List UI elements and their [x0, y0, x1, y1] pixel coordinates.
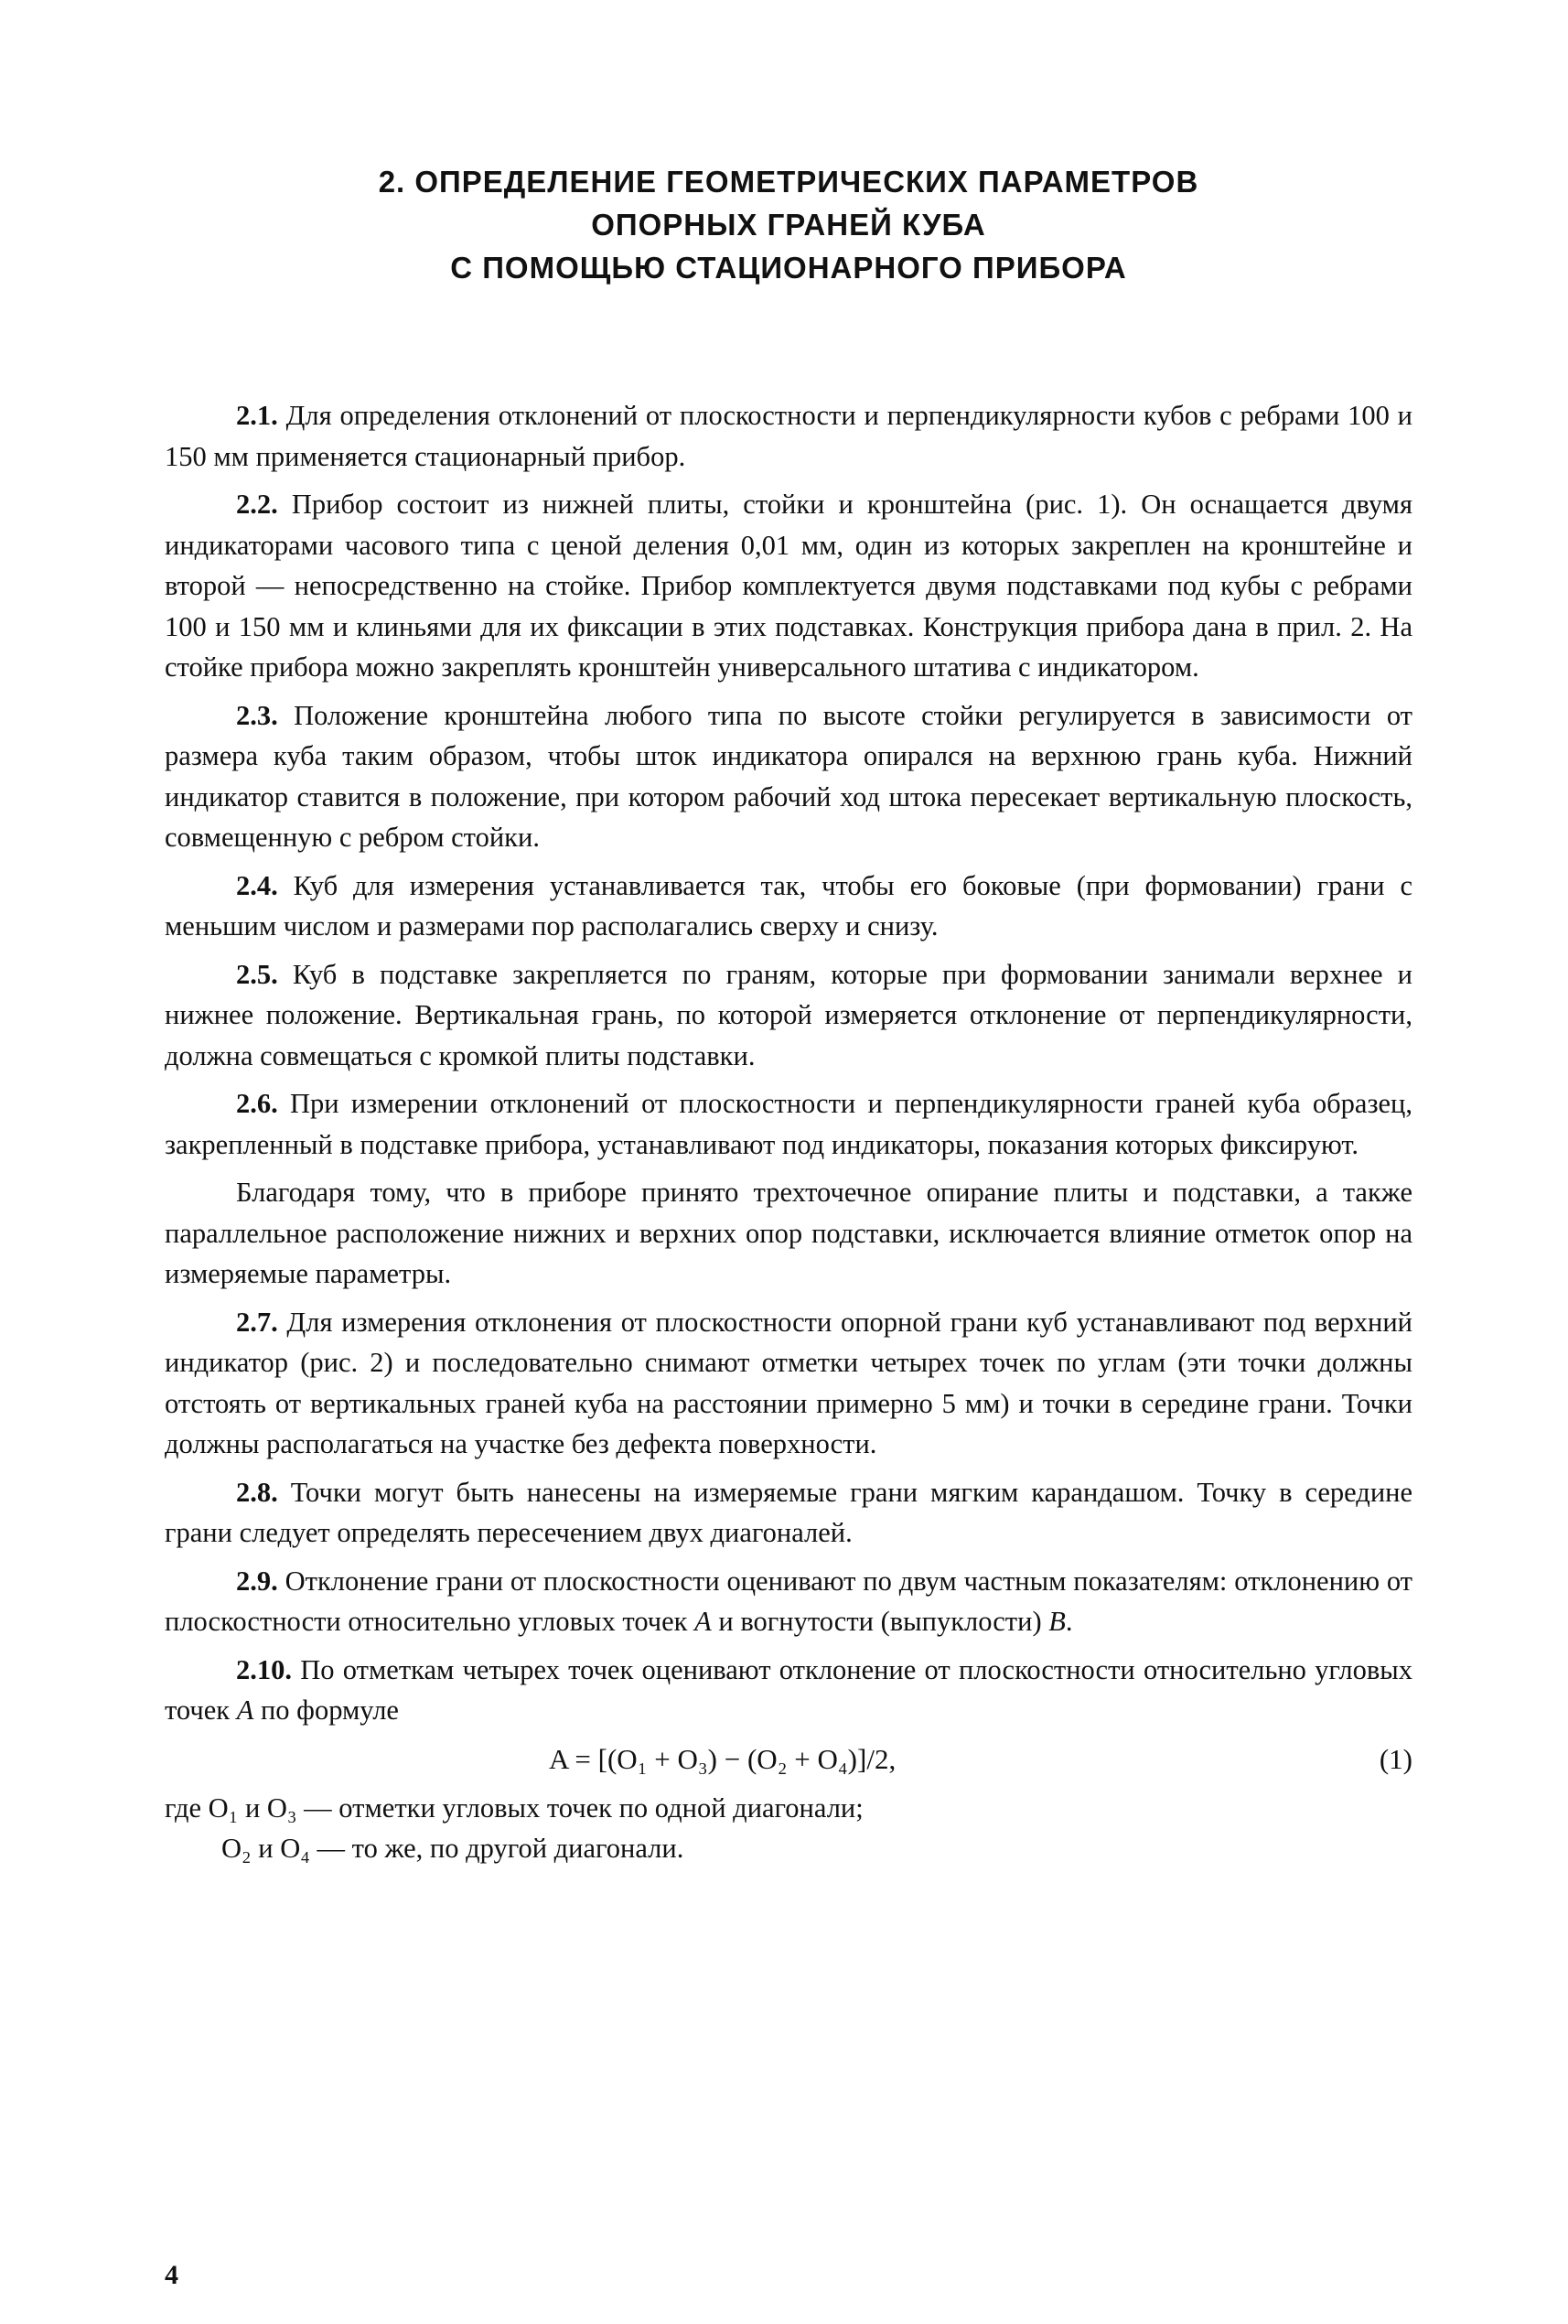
paragraph-2-8: 2.8. Точки могут быть нанесены на измеряемые грани мягким карандашом. Точку в середине грани следует определять пересечением двух диагоналей. — [165, 1476, 1413, 1548]
paragraph-2-5: 2.5. Куб в подставке закрепляется по граням, которые при формовании занимали верхнее и нижнее положение. Вертикальная грань, по которой измеряется отклонение от перпендикулярности, должна совмещаться с кромкой плиты подставки. — [165, 958, 1412, 1071]
formula-legend — [165, 1788, 1412, 1868]
paragraph-2-10: 2.10. По отметкам четырех точек оценивают отклонение от плоскостности относительно угловых точек A по формуле — [165, 1653, 1413, 1726]
paragraph-2-7: 2.7. Для измерения отклонения от плоскостности опорной грани куб устанавливают под верхний индикатор (рис. 2) и последовательно снимают отметки четырех точек по углам (эти точки должны отстоять от вертикальных граней куба на расстоянии примерно 5 мм) и точки в середине грани. Точки должны располагаться на участке без дефекта поверхности. — [165, 1306, 1413, 1459]
paragraph-2-6: 2.6. При измерении отклонений от плоскостности и перпендикулярности граней куба образец, закрепленный в подставке прибора, устанавливают под индикаторы, показания которых фиксируют. — [165, 1088, 1413, 1160]
formula-expression: A = [(O₁ + O₃) − (O₂ + O₄)]/2, — [549, 1742, 897, 1775]
heading-line-2: ОПОРНЫХ ГРАНЕЙ КУБА — [591, 208, 986, 242]
paragraph-2-2: 2.2. Прибор состоит из нижней плиты, стойки и кронштейна (рис. 1). Он оснащается двумя индикаторами часового типа с ценой деления 0,01 мм, один из которых закреплен на кронштейне и второй — непосредственно на стойке. Прибор комплектуется двумя подставками под кубы с ребрами 100 и 150 мм и клиньями для их фиксации в этих подставках. Конструкция прибора дана в прил. 2. На стойке прибора можно закреплять кронштейн универсального штатива с индикатором. — [165, 489, 1413, 683]
equation-number: (1) — [1379, 1742, 1412, 1775]
paragraph-2-4: 2.4. Куб для измерения устанавливается так, чтобы его боковые (при формовании) грани с меньшим числом и размерами пор располагались сверху и снизу. — [165, 869, 1412, 941]
paragraph-2-3: 2.3. Положение кронштейна любого типа по высоте стойки регулируется в зависимости от размера куба таким образом, чтобы шток индикатора опирался на верхнюю грань куба. Нижний индикатор ставится в положение, при котором рабочий ход штока пересекает вертикальную плоскость, совмещенную с ребром стойки. — [165, 699, 1412, 853]
heading-line-1: 2. ОПРЕДЕЛЕНИЕ ГЕОМЕТРИЧЕСКИХ ПАРАМЕТРОВ — [378, 165, 1199, 199]
page-number: 4 — [165, 2260, 178, 2290]
legend-line-2: O₂ и O₄ — то же, по другой диагонали. — [221, 1832, 684, 1864]
formula-1 — [165, 1738, 1412, 1784]
legend-line-1: где O₁ и O₃ — отметки угловых точек по одной диагонали; — [165, 1791, 864, 1824]
heading-line-3: С ПОМОЩЬЮ СТАЦИОНАРНОГО ПРИБОРА — [450, 251, 1127, 285]
paragraph-2-1: 2.1. Для определения отклонений от плоскостности и перпендикулярности кубов с ребрами 100 и 150 мм применяется стационарный прибор. — [165, 400, 1413, 472]
paragraph-2-6-continued: Благодаря тому, что в приборе принято трехточечное опирание плиты и подставки, а также параллельное расположение нижних и верхних опор подставки, исключается влияние отметок опор на измеряемые параметры. — [165, 1177, 1412, 1289]
paragraph-2-9: 2.9. Отклонение грани от плоскостности оценивают по двум частным показателям: отклонению от плоскостности относительно угловых точек A и вогнутости (выпуклости) B. — [165, 1565, 1413, 1637]
section-heading — [165, 160, 1412, 289]
